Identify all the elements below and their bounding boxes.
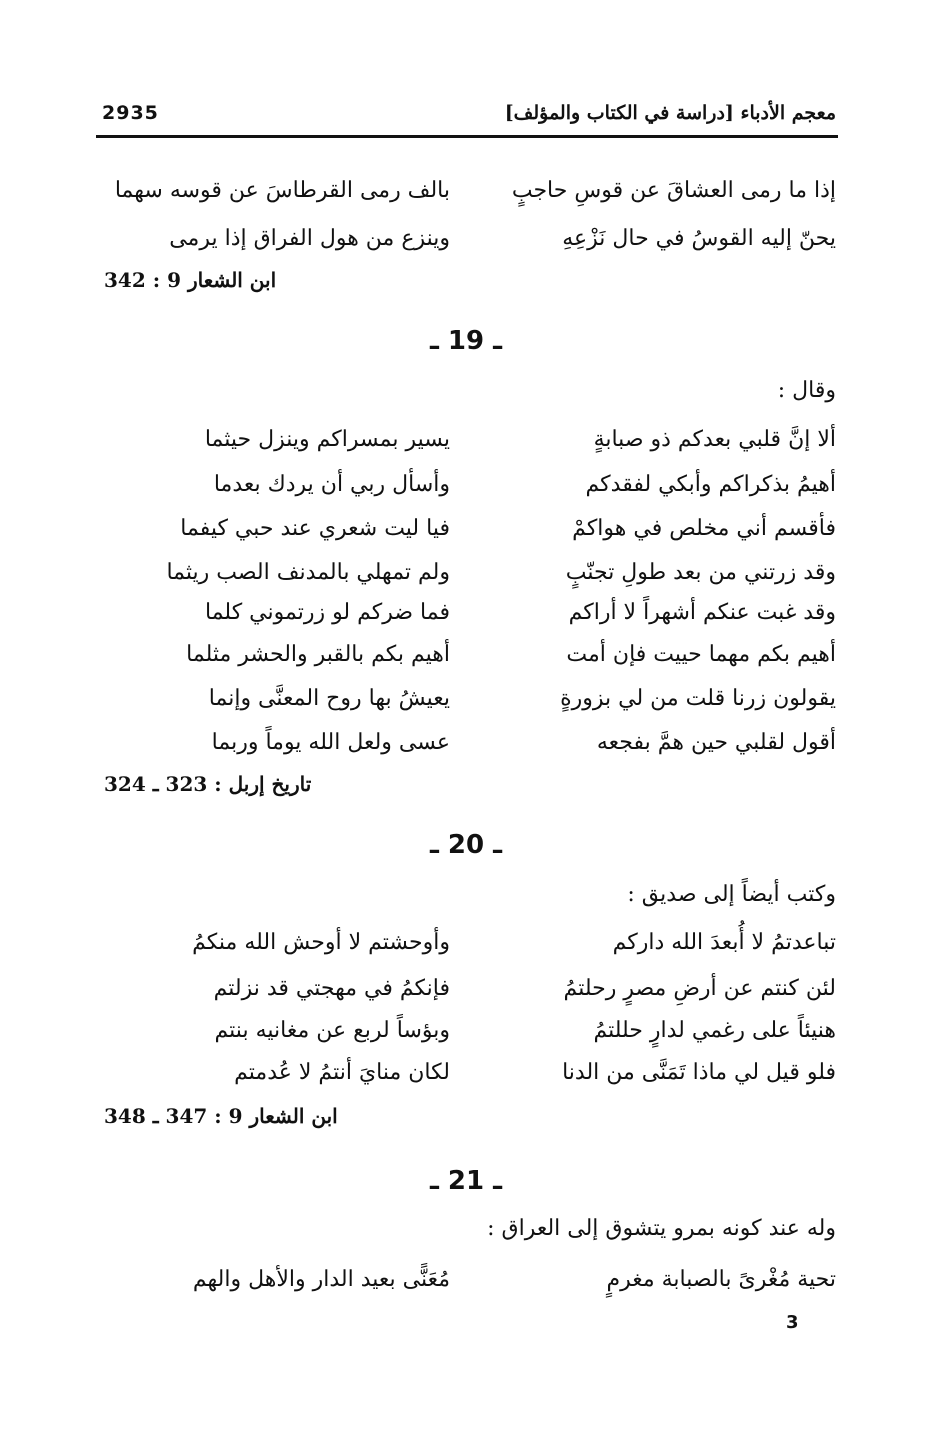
verse-second-hemistich: فما ضركم لو زرتموني كلما — [204, 600, 450, 625]
verse-first-hemistich: وقد غبت عنكم أشهراً لا أراكم — [568, 600, 836, 625]
verse-second-hemistich: بالف رمى القرطاسَ عن قوسه سهما — [114, 178, 450, 203]
section-number: ـ 19 ـ — [429, 326, 503, 356]
verse-second-hemistich: عسى ولعل الله يوماً وربما — [211, 730, 450, 755]
verse-first-hemistich: أهيمُ بذكراكم وأبكي لفقدكم — [585, 472, 836, 497]
source-citation: ابن الشعار 9 : 342 — [104, 268, 277, 292]
verse-second-hemistich: فيا ليت شعري عند حبي كيفما — [180, 516, 450, 541]
verse-line — [0, 558, 932, 588]
header-rule — [96, 135, 838, 138]
verse-line — [0, 728, 932, 758]
verse-second-hemistich: وأوحشتم لا أوحش الله منكمُ — [192, 930, 450, 955]
verse-first-hemistich: وقد زرتني من بعد طولِ تجنّبٍ — [565, 560, 836, 585]
running-header — [98, 98, 836, 134]
section-intro: وكتب أيضاً إلى صديق : — [627, 882, 836, 907]
verse-first-hemistich: تحية مُغْرىً بالصبابة مغرمٍ — [606, 1267, 836, 1292]
verse-second-hemistich: فإنكمُ في مهجتي قد نزلتم — [213, 976, 450, 1001]
verse-line — [0, 224, 932, 254]
verse-second-hemistich: وأسأل ربي أن يردك بعدما — [213, 472, 450, 497]
verse-line — [0, 598, 932, 628]
signature-mark: 3 — [786, 1312, 799, 1333]
verse-line — [0, 684, 932, 714]
verse-first-hemistich: فأقسم أني مخلص في هواكمْ — [572, 516, 836, 541]
verse-line — [0, 974, 932, 1004]
verse-first-hemistich: تباعدتمُ لا أُبعدَ الله داركم — [612, 930, 836, 955]
verse-second-hemistich: وبؤساً لربع عن مغانيه بنتم — [214, 1018, 450, 1043]
source-citation: ابن الشعار 9 : 347 ـ 348 — [104, 1104, 338, 1128]
verse-second-hemistich: لكان منايَ أنتمُ لا عُدمتم — [234, 1060, 450, 1085]
section-intro: وقال : — [777, 378, 836, 403]
verse-line — [0, 928, 932, 958]
verse-first-hemistich: لئن كنتم عن أرضِ مصرٍ رحلتمُ — [563, 976, 836, 1001]
verse-first-hemistich: أهيم بكم مهما حييت فإن أمت — [566, 642, 836, 667]
verse-line — [0, 176, 932, 206]
page-number: 2935 — [102, 102, 159, 124]
running-title: معجم الأدباء [دراسة في الكتاب والمؤلف] — [504, 102, 836, 124]
verse-first-hemistich: إذا ما رمى العشاقَ عن قوسِ حاجبٍ — [511, 178, 836, 203]
verse-second-hemistich: وينزع من هول الفراق إذا يرمى — [169, 226, 450, 251]
verse-second-hemistich: مُعَنًّى بعيد الدار والأهل والهم — [192, 1267, 450, 1292]
verse-line — [0, 1016, 932, 1046]
verse-first-hemistich: يحنّ إليه القوسُ في حال نَزْعِهِ — [562, 226, 836, 251]
verse-first-hemistich: أقول لقلبي حين همَّ بفجعه — [596, 730, 836, 755]
verse-line — [0, 470, 932, 500]
verse-second-hemistich: يعيشُ بها روح المعنَّى وإنما — [208, 686, 450, 711]
verse-first-hemistich: ألا إنَّ قلبي بعدكم ذو صبابةٍ — [593, 427, 836, 452]
source-citation: تاريخ إربل : 323 ـ 324 — [104, 772, 312, 796]
section-number: ـ 20 ـ — [429, 830, 503, 860]
verse-line — [0, 640, 932, 670]
verse-second-hemistich: يسير بمسراكم وينزل حيثما — [204, 427, 450, 452]
verse-line — [0, 514, 932, 544]
verse-line — [0, 1265, 932, 1295]
verse-first-hemistich: يقولون زرنا قلت من لي بزورةٍ — [560, 686, 836, 711]
section-intro: وله عند كونه بمرو يتشوق إلى العراق : — [487, 1216, 836, 1241]
verse-second-hemistich: ولم تمهلي بالمدنف الصب ريثما — [166, 560, 450, 585]
section-number: ـ 21 ـ — [429, 1166, 503, 1196]
verse-line — [0, 1058, 932, 1088]
verse-second-hemistich: أهيم بكم بالقبر والحشر مثلما — [186, 642, 450, 667]
verse-first-hemistich: هنيئاً على رغمي لدارٍ حللتمُ — [593, 1018, 836, 1043]
verse-line — [0, 425, 932, 455]
verse-first-hemistich: فلو قيل لي ماذا تَمَنَّى من الدنا — [562, 1060, 836, 1085]
